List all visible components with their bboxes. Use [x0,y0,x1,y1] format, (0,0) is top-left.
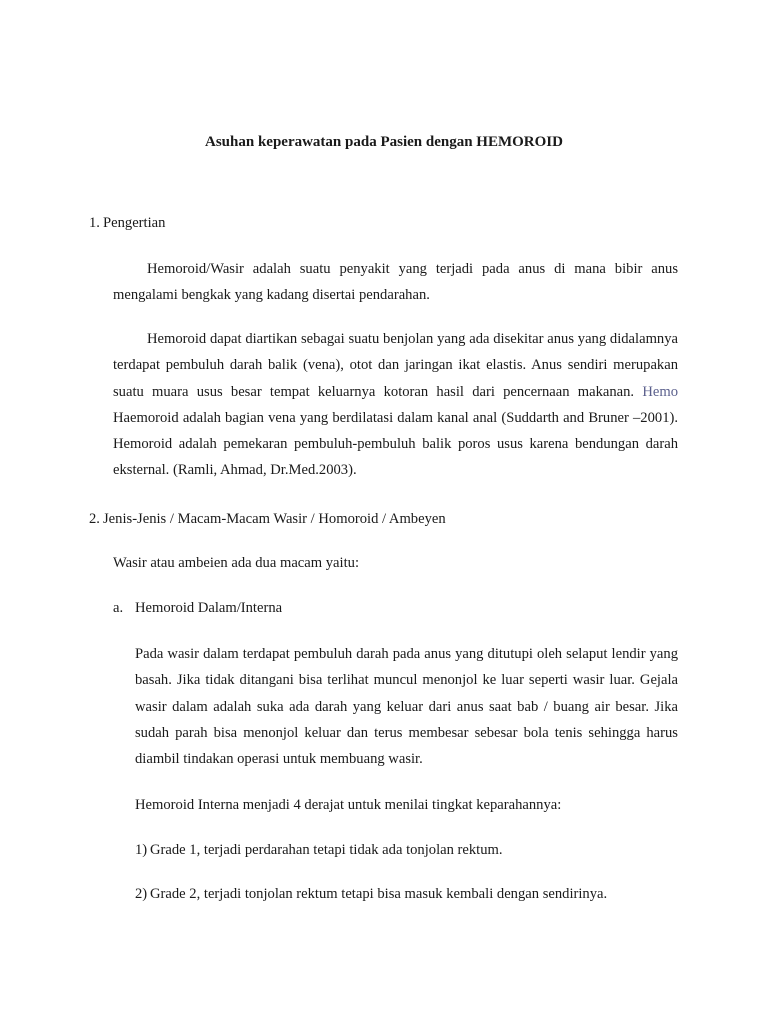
grade-item [135,884,607,904]
section-2-heading [89,509,446,529]
grade-item [135,840,503,860]
grades-intro: Hemoroid Interna menjadi 4 derajat untuk menilai tingkat keparahannya: [135,797,562,813]
section-1-paragraph-2 [113,326,678,484]
document-title: Asuhan keperawatan pada Pasien dengan HEMOROID [205,134,563,150]
paragraph-2-main-text: Hemoroid dapat diartikan sebagai suatu benjolan yang ada disekitar anus yang didalamnya terdapat pembuluh darah balik (vena), otot dan jaringan ikat elastis. Anus sendiri merupakan suatu muara usus besar tempat keluarnya kotoran hasil dari pencernaan makanan. [113,331,678,400]
grade-text: Grade 2, terjadi tonjolan rektum tetapi bisa masuk kembali dengan sendirinya. [150,886,608,902]
section-1-title: Pengertian [103,215,166,231]
subsection-a-label: Hemoroid Dalam/Interna [135,600,283,616]
grade-marker: 2) [135,886,148,902]
subsection-a-paragraph: Pada wasir dalam terdapat pembuluh darah pada anus yang ditutupi oleh selaput lendir yang basah. Jika tidak ditangani bisa terlihat muncul menonjol ke luar seperti wasir luar. Gejala wasir dalam adalah suka ada darah yang keluar dari anus saat bab / buang air besar. Jika sudah parah bisa menonjol keluar dan terus membesar sebesar bola tenis sehingga harus diambil tindakan operasi untuk membuang wasir. [135,646,678,768]
grade-marker: 1) [135,842,148,858]
section-1-number: 1. [89,215,100,231]
section-2-title: Jenis-Jenis / Macam-Macam Wasir / Homoroid / Ambeyen [103,511,446,527]
section-2-number: 2. [89,511,100,527]
grade-text: Grade 1, terjadi perdarahan tetapi tidak ada tonjolan rektum. [150,842,503,858]
paragraph-2-rest-text: Haemoroid adalah bagian vena yang berdilatasi dalam kanal anal (Suddarth and Bruner –2001). Hemoroid adalah pemekaran pembuluh-pembuluh balik poros usus karena bendungan darah eksternal. (Ramli, Ahmad, Dr.Med.2003). [113,409,678,479]
section-1-heading [89,213,165,233]
subsection-a-marker: a. [113,600,124,616]
section-1-paragraph-1: Hemoroid/Wasir adalah suatu penyakit yang terjadi pada anus di mana bibir anus mengalami bengkak yang kadang disertai pendarahan. [113,261,678,304]
section-2-intro: Wasir atau ambeien ada dua macam yaitu: [113,555,359,571]
paragraph-2-accent-text: Hemo [642,383,678,400]
subsection-a-heading [113,598,282,618]
